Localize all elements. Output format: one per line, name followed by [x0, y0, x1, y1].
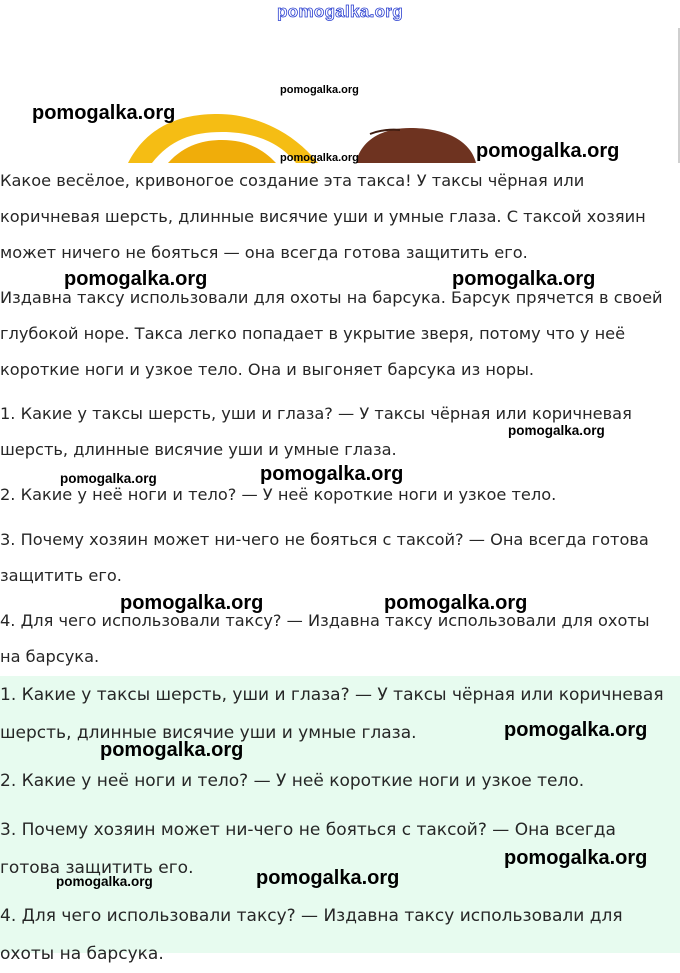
question-item-1: 1. Какие у таксы шерсть, уши и глаза? — У таксы чёрная или коричневая шерсть, длинные висячие уши и умные глаза. [0, 404, 632, 459]
question-item-4: 4. Для чего использовали таксу? — Издавна таксу использовали для охоты на барсука. [0, 611, 650, 666]
answer-item-4: 4. Для чего использовали таксу? — Издавна таксу использовали для охоты на барсука. [0, 906, 623, 964]
answer-item-2: 2. Какие у неё ноги и тело? — У неё короткие ноги и узкое тело. [0, 771, 585, 791]
watermark: pomogalka.org [56, 874, 153, 889]
watermark: pomogalka.org [508, 423, 605, 438]
watermark: pomogalka.org [504, 719, 648, 741]
yellow-arc-inner-shape [168, 140, 276, 163]
watermark: pomogalka.org [64, 268, 208, 290]
story-paragraph-2: Издавна таксу использовали для охоты на барсука. Барсук прячется в своей глубокой норе. Такса легко попадает в укрытие зверя, потому что у неё короткие ноги и узкое тело. Она и выгоняет барсука из норы. [0, 288, 663, 379]
watermark: pomogalka.org [60, 471, 157, 486]
watermark: pomogalka.org [504, 847, 648, 869]
watermark: pomogalka.org [280, 152, 359, 164]
watermark: pomogalka.org [476, 140, 620, 162]
question-item-2: 2. Какие у неё ноги и тело? — У неё короткие ноги и узкое тело. [0, 485, 557, 504]
watermark: pomogalka.org [260, 463, 404, 485]
watermark: pomogalka.org [32, 102, 176, 124]
answer-item-3: 3. Почему хозяин может ни-чего не бояться с таксой? — Она всегда готова защитить его. [0, 820, 616, 878]
watermark: pomogalka.org [452, 268, 596, 290]
watermark: pomogalka.org [100, 739, 244, 761]
answer-item-1: 1. Какие у таксы шерсть, уши и глаза? — У таксы чёрная или коричневая шерсть, длинные висячие уши и умные глаза. [0, 685, 664, 743]
answer-block [0, 676, 680, 964]
watermark: pomogalka.org [280, 84, 359, 96]
watermark: pomogalka.org [120, 592, 264, 614]
watermark: pomogalka.org [256, 867, 400, 889]
question-item-3: 3. Почему хозяин может ни-чего не бояться с таксой? — Она всегда готова защитить его. [0, 530, 649, 585]
watermark: pomogalka.org [384, 592, 528, 614]
story-paragraph-1: Какое весёлое, кривоногое создание эта такса! У таксы чёрная или коричневая шерсть, длинные висячие уши и умные глаза. С таксой хозяин может ничего не бояться — она всегда готова защитить его. [0, 171, 646, 262]
header-site-link[interactable]: pomogalka.org [277, 2, 403, 21]
